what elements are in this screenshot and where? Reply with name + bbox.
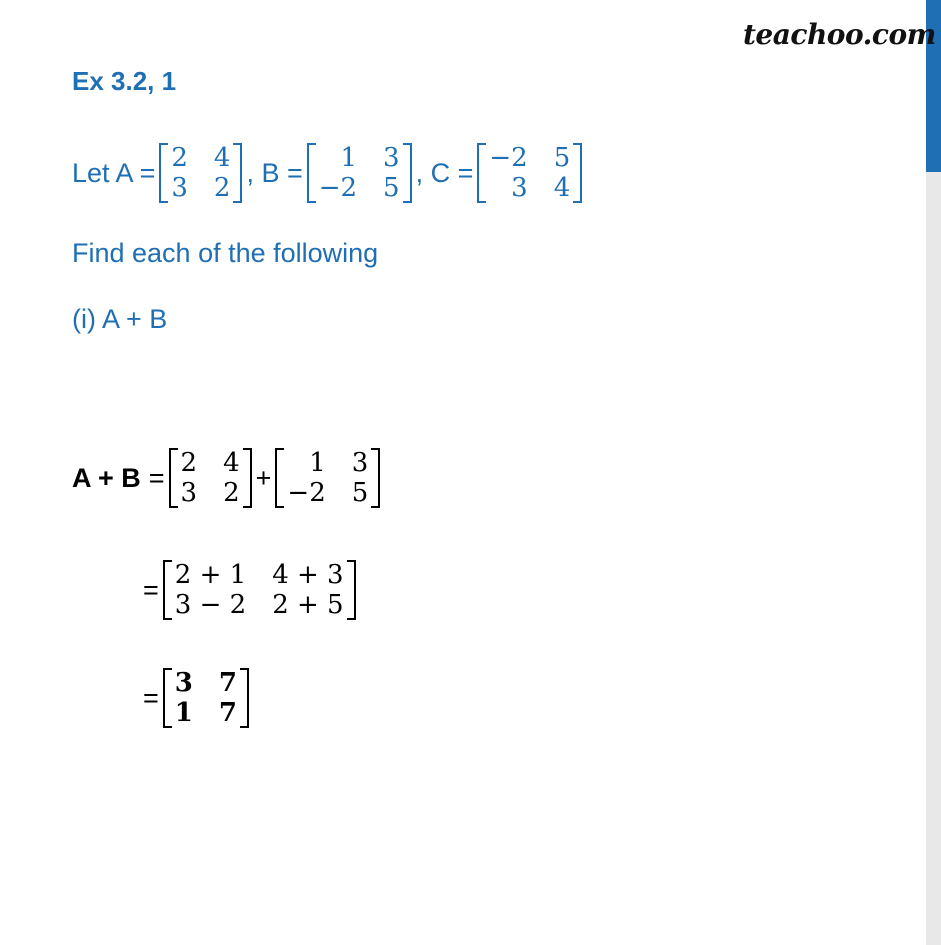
exercise-heading: Ex 3.2, 1 bbox=[72, 66, 177, 96]
matrix-cell: −2 bbox=[318, 173, 358, 203]
matrix-cell: 3 bbox=[171, 173, 188, 203]
matrix-a-step bbox=[169, 448, 252, 508]
matrix-c bbox=[477, 143, 582, 203]
matrix-cell: −2 bbox=[287, 478, 326, 508]
matrix-cell: 7 bbox=[218, 668, 237, 698]
matrix-cell: 7 bbox=[218, 698, 237, 728]
matrix-cell: 5 bbox=[553, 143, 571, 173]
matrix-cell: 2 bbox=[171, 143, 188, 173]
matrix-cell: 4 + 3 bbox=[272, 560, 344, 590]
matrix-cell: 3 bbox=[383, 143, 400, 173]
matrix-cell: 2 + 1 bbox=[174, 560, 247, 590]
matrix-cell: 3 bbox=[511, 173, 528, 203]
teachoo-logo: teachoo.com bbox=[743, 18, 936, 51]
matrix-cell: 1 bbox=[340, 143, 358, 173]
sum-expression-matrix bbox=[163, 560, 356, 620]
matrix-cell: 5 bbox=[351, 478, 369, 508]
solution-line-1 bbox=[72, 448, 384, 508]
matrix-cell: 3 bbox=[180, 478, 198, 508]
solution-line-2 bbox=[143, 560, 360, 620]
matrix-cell: 5 bbox=[383, 173, 400, 203]
matrix-cell: 2 + 5 bbox=[272, 590, 344, 620]
question-line bbox=[72, 143, 586, 203]
matrix-b-step bbox=[275, 448, 380, 508]
matrix-cell: −2 bbox=[489, 143, 528, 173]
c-label: , C = bbox=[415, 157, 474, 188]
let-a-label: Let A = bbox=[72, 157, 156, 188]
result-matrix bbox=[163, 668, 249, 728]
matrix-cell: 4 bbox=[213, 143, 231, 173]
equals-sign: = bbox=[143, 682, 159, 713]
part-label: (i) A + B bbox=[72, 304, 168, 334]
find-text: Find each of the following bbox=[72, 238, 379, 268]
equals-sign: = bbox=[143, 574, 159, 605]
matrix-cell: 2 bbox=[223, 478, 240, 508]
b-label: , B = bbox=[246, 157, 303, 188]
plus-sign: + bbox=[255, 462, 272, 493]
matrix-cell: 3 bbox=[351, 448, 369, 478]
matrix-b bbox=[307, 143, 412, 203]
matrix-a bbox=[159, 143, 242, 203]
matrix-cell: 1 bbox=[309, 448, 326, 478]
matrix-cell: 1 bbox=[174, 698, 193, 728]
equals-sign: = bbox=[148, 462, 165, 493]
solution-line-3 bbox=[143, 668, 253, 728]
matrix-cell: 3 − 2 bbox=[174, 590, 247, 620]
matrix-cell: 3 bbox=[174, 668, 193, 698]
lhs-label: A + B bbox=[72, 462, 141, 493]
matrix-cell: 2 bbox=[213, 173, 231, 203]
matrix-cell: 4 bbox=[553, 173, 571, 203]
matrix-cell: 4 bbox=[223, 448, 240, 478]
matrix-cell: 2 bbox=[180, 448, 198, 478]
